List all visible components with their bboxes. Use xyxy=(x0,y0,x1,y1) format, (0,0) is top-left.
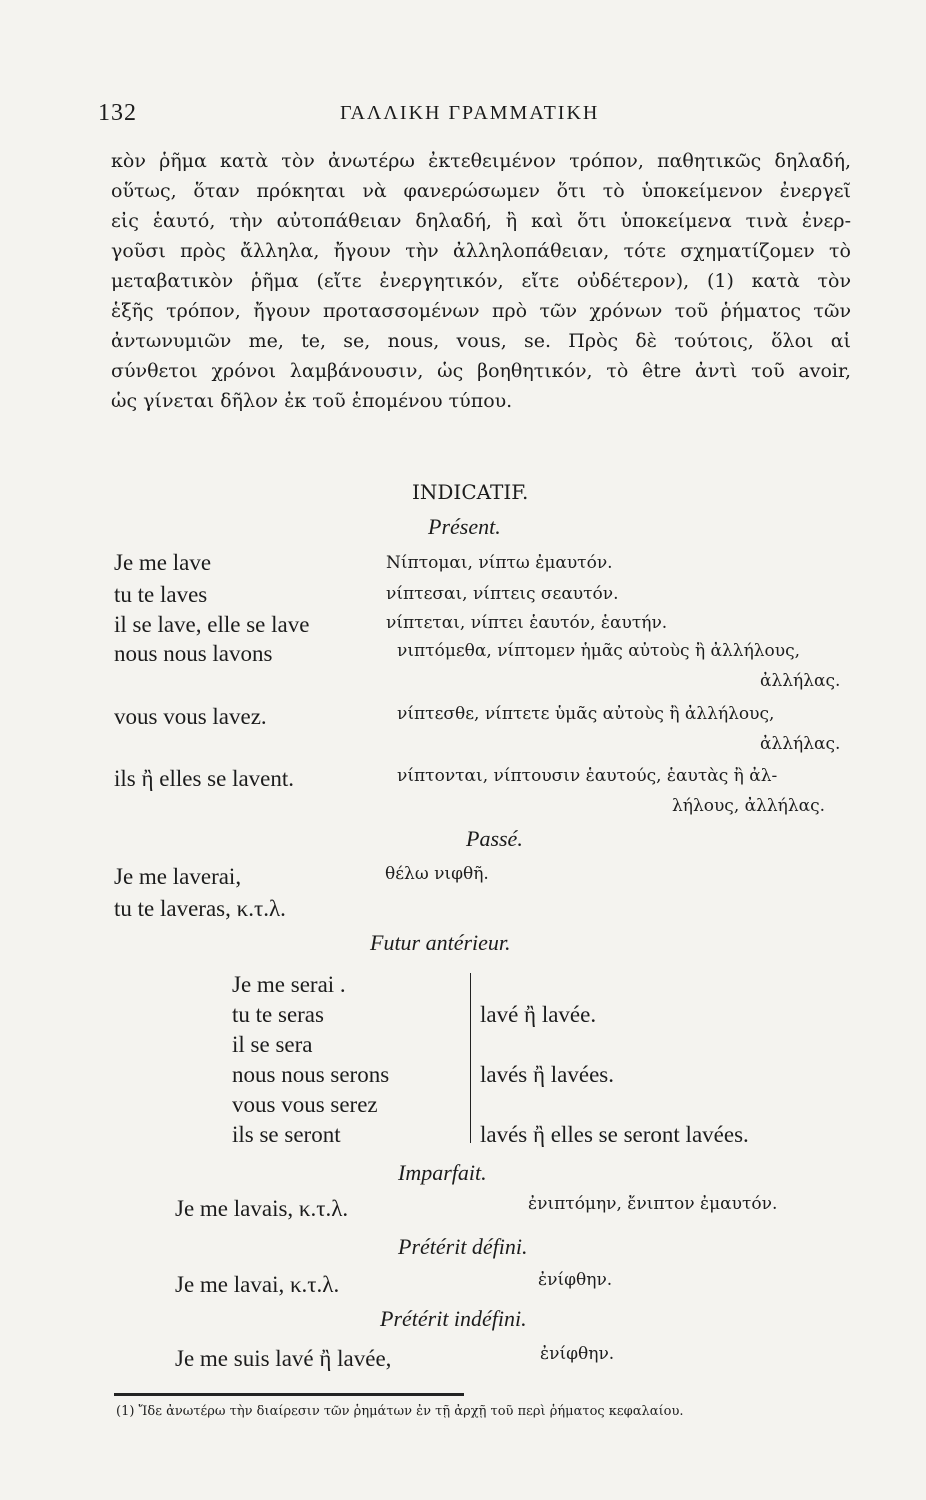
present-gr-2: νίπτεσαι, νίπτεις σεαυτόν. xyxy=(386,584,619,604)
futur-left-3: il se sera xyxy=(232,1032,313,1057)
grouping-bracket xyxy=(470,973,477,1143)
futur-right-1: lavé ἢ lavée. xyxy=(480,1002,597,1027)
passe-gr-1: θέλω νιφθῆ. xyxy=(385,864,489,884)
futur-left-6: ils se seront xyxy=(232,1122,341,1147)
present-label: Présent. xyxy=(428,514,501,539)
futur-left-4: nous nous serons xyxy=(232,1062,390,1087)
present-gr-6: νίπτονται, νίπτουσιν ἑαυτούς, ἑαυτὰς ἢ ἀλ- xyxy=(397,766,778,786)
present-fr-6: ils ἢ elles se lavent. xyxy=(114,766,295,791)
present-gr-6b: λήλους, ἀλλήλας. xyxy=(672,796,826,816)
present-fr-1: Je me lave xyxy=(114,550,212,575)
futur-left-5: vous vous serez xyxy=(232,1092,378,1117)
intro-line: ἀντωνυμιῶν me, te, se, nous, vous, se. Πρὸς δὲ τούτοις, ὅλοι αἱ xyxy=(111,330,851,352)
present-fr-4: nous nous lavons xyxy=(114,641,273,666)
preterit-defini-gr: ἐνίφθην. xyxy=(538,1270,613,1290)
running-title: ΓΑΛΛΙΚΗ ΓΡΑΜΜΑΤΙΚΗ xyxy=(340,102,600,124)
indicatif-heading: INDICATIF. xyxy=(412,480,529,504)
footnote: (1) Ἴδε ἀνωτέρω τὴν διαίρεσιν τῶν ῥημάτων ἐν τῇ ἀρχῇ τοῦ περὶ ῥήματος κεφαλαίου. xyxy=(116,1404,684,1419)
futur-left-1: Je me serai . xyxy=(232,972,346,997)
intro-line: οὕτως, ὅταν πρόκηται νὰ φανερώσωμεν ὅτι τὸ ὑποκείμενον ἐνεργεῖ xyxy=(111,180,851,202)
page-number: 132 xyxy=(98,100,137,126)
intro-line: κὸν ῥῆμα κατὰ τὸν ἀνωτέρω ἐκτεθειμένον τρόπον, παθητικῶς δηλαδή, xyxy=(111,150,851,172)
passe-fr-2: tu te laveras, κ.τ.λ. xyxy=(114,896,286,921)
preterit-defini-fr: Je me lavai, κ.τ.λ. xyxy=(175,1272,340,1297)
futur-anterieur-label: Futur antérieur. xyxy=(370,930,511,955)
preterit-defini-label: Prétérit défini. xyxy=(398,1234,528,1259)
preterit-indefini-label: Prétérit indéfini. xyxy=(380,1306,527,1331)
present-gr-1: Νίπτομαι, νίπτω ἐμαυτόν. xyxy=(386,553,613,573)
present-fr-2: tu te laves xyxy=(114,582,208,607)
preterit-indefini-fr: Je me suis lavé ἢ lavée, xyxy=(175,1346,392,1371)
futur-left-2: tu te seras xyxy=(232,1002,324,1027)
present-gr-5: νίπτεσθε, νίπτετε ὑμᾶς αὐτοὺς ἢ ἀλλήλους, xyxy=(397,704,775,724)
futur-right-2: lavés ἢ lavées. xyxy=(480,1062,615,1087)
passe-label: Passé. xyxy=(466,826,523,851)
present-fr-5: vous vous lavez. xyxy=(114,704,267,729)
intro-line: ἑξῆς τρόπον, ἤγουν προτασσομένων πρὸ τῶν χρόνων τοῦ ῥήματος τῶν xyxy=(111,300,851,322)
futur-right-3: lavés ἢ elles se seront lavées. xyxy=(480,1122,749,1147)
footnote-rule xyxy=(114,1393,464,1396)
present-gr-5b: ἀλλήλας. xyxy=(760,734,841,754)
present-fr-3: il se lave, elle se lave xyxy=(114,612,310,637)
present-gr-4b: ἀλλήλας. xyxy=(760,671,841,691)
intro-line: μεταβατικὸν ῥῆμα (εἴτε ἐνεργητικόν, εἴτε οὐδέτερον), (1) κατὰ τὸν xyxy=(111,270,851,292)
intro-paragraph xyxy=(111,146,851,416)
imparfait-label: Imparfait. xyxy=(398,1160,487,1185)
present-gr-4: νιπτόμεθα, νίπτομεν ἡμᾶς αὐτοὺς ἢ ἀλλήλους, xyxy=(397,641,801,661)
preterit-indefini-gr: ἐνίφθην. xyxy=(540,1344,615,1364)
passe-fr-1: Je me laverai, xyxy=(114,864,242,889)
intro-line: ὡς γίνεται δῆλον ἐκ τοῦ ἑπομένου τύπου. xyxy=(111,390,513,412)
present-gr-3: νίπτεται, νίπτει ἑαυτόν, ἑαυτήν. xyxy=(386,613,668,633)
intro-line: σύνθετοι χρόνοι λαμβάνουσιν, ὡς βοηθητικόν, τὸ être ἀντὶ τοῦ avoir, xyxy=(111,360,851,382)
intro-line: γοῦσι πρὸς ἄλληλα, ἤγουν τὴν ἀλληλοπάθειαν, τότε σχηματίζομεν τὸ xyxy=(111,240,851,262)
intro-line: εἰς ἑαυτό, τὴν αὐτοπάθειαν δηλαδή, ἢ καὶ ὅτι ὑποκείμενα τινὰ ἐνερ- xyxy=(111,210,851,232)
imparfait-fr: Je me lavais, κ.τ.λ. xyxy=(175,1196,349,1221)
imparfait-gr: ἐνιπτόμην, ἔνιπτον ἐμαυτόν. xyxy=(528,1194,778,1214)
